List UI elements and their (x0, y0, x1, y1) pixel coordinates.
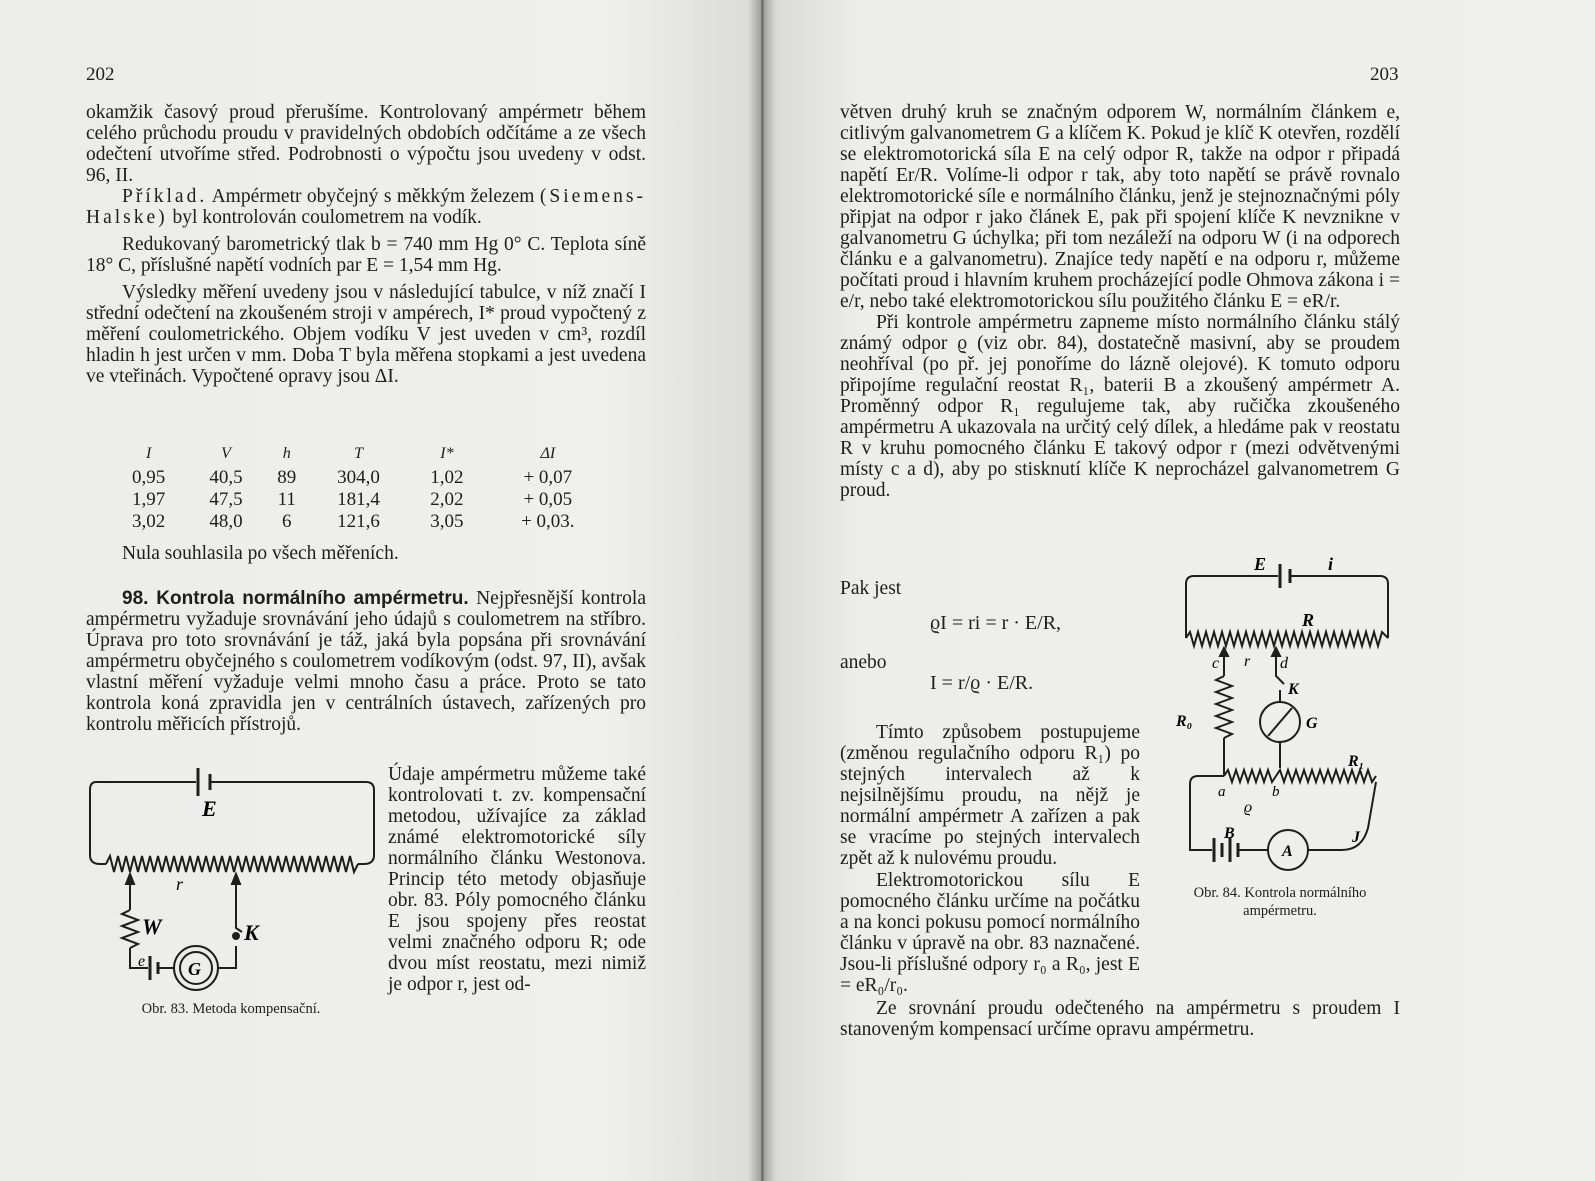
col-header: I (146, 445, 152, 462)
fig84-label-B: B (1224, 825, 1235, 842)
fig83-label-r: r (176, 874, 184, 894)
resistor-rho (1224, 770, 1276, 782)
circuit-wire (210, 782, 374, 864)
table-cell: 0,95 (132, 467, 166, 488)
table-row (110, 489, 610, 511)
results-table (110, 445, 610, 533)
text-paragraph: Při kontrole ampérmetru zapneme místo normálního článku stálý známý odpor ϱ (viz obr. 84), dostatečně masivní, aby se proudem neohříval (po př. jej ponoříme do lázně olejové). K tomuto odporu připojíme regulační reostat R₁, baterii B a zkoušený ampérmetr A. Proměnný odpor R₁ regulujeme tak, aby ručička zkoušeného ampérmetru A ukazovala na určitý celý dílek, a hledáme pak v reostatu R v kruhu pomocného článku E takový odpor r (mezi odvětvenými místy c a d), aby po stisknutí klíče K neprocházel galvanometrem G proud. (840, 312, 1400, 501)
fig84-label-A: A (1282, 843, 1293, 860)
figure-83-diagram (86, 760, 386, 1000)
table-cell: 3,05 (430, 511, 464, 532)
fig84-label-K: K (1288, 681, 1299, 698)
pak-jest: Pak jest (840, 578, 902, 599)
fig84-label-R: R (1302, 610, 1315, 630)
col-header: T (354, 445, 363, 462)
table-cell: + 0,03. (521, 511, 575, 532)
example-paragraph (86, 186, 646, 228)
fig84-label-b: b (1272, 784, 1280, 800)
right-main-text (840, 102, 1400, 501)
section-heading: 98. Kontrola normálního ampérmetru. (122, 588, 469, 609)
text-paragraph: Výsledky měření uvedeny jsou v následující tabulce, v níž značí I střední odečtení na zkoušeném stroji v ampérech, I* proud vypočtený z měření coulometrického. Objem vodíku V jest uveden v cm³, rozdíl hladin h jest určen v mm. Doba T byla měřena stopkami a jest uvedena ve vteřinách. Vypočtené opravy jsou ΔI. (86, 282, 646, 387)
text-paragraph: okamžik časový proud přerušíme. Kontrolovaný ampérmetr během celého průchodu proudu v pravidelných obdobích odčítáme a ze všech odečtení utvoříme střed. Podrobnosti o výpočtu jsou uvedeny v odst. 96, II. (86, 102, 646, 186)
table-cell: + 0,05 (523, 489, 573, 510)
text-paragraph: Redukovaný barometrický tlak b = 740 mm Hg 0° C. Teplota síně 18° C, příslušné napětí vodních par E = 1,54 mm Hg. (86, 234, 646, 276)
table-cell: 48,0 (209, 511, 243, 532)
table-cell: 1,02 (430, 467, 464, 488)
tap-arrow (126, 874, 134, 884)
key-K (236, 910, 242, 932)
anebo: anebo (840, 652, 887, 673)
tap-arrow (1220, 648, 1228, 656)
table-row (110, 467, 610, 489)
fig83-label-K: K (244, 920, 259, 945)
after-table-note: Nula souhlasila po všech měřeních. (122, 543, 399, 564)
fig84-label-d: d (1280, 655, 1288, 672)
table-cell: 3,02 (132, 511, 166, 532)
col-header: h (282, 445, 291, 462)
fig84-label-a: a (1218, 784, 1226, 800)
table-cell: + 0,07 (523, 467, 573, 488)
fig83-label-G: G (188, 959, 201, 979)
example-maker: (Siemens-Halske) (86, 186, 646, 228)
fig83-label-e: e (138, 953, 146, 970)
table-cell: 304,0 (337, 467, 380, 488)
galvanometer-needle (1268, 708, 1292, 736)
table-cell: 11 (277, 489, 296, 510)
tap-arrow (1272, 648, 1280, 656)
col-header: ΔI (540, 445, 556, 462)
example-text: Ampérmetr obyčejný s měkkým železem (211, 186, 535, 207)
text-paragraph: Tímto způsobem postupujeme (změnou regulačního odporu R₁) po stejných intervalech až k nejsilnějšímu proudu, na nějž je normální ampérmetr A zařízen a pak se vracíme po stejných intervalech zpět až k nulovému proudu. (840, 722, 1140, 869)
rheostat-R1 (1276, 770, 1376, 782)
right-side-text (840, 722, 1140, 869)
text-paragraph: Elektromotorickou sílu E pomocného článku určíme na počátku a na konci pokusu pomocí normálního článku v úpravě na obr. 83 naznačené. Jsou-li příslušné odpory r₀ a R₀, jest E = eR₀/r₀. (840, 870, 1140, 996)
fig83-label-W: W (142, 914, 162, 939)
key-contact (233, 933, 239, 939)
page-number-left: 202 (86, 64, 115, 85)
formula-1: ϱI = ri = r · E/R, (930, 612, 1062, 634)
left-page (0, 0, 762, 1181)
fig84-label-E: E (1254, 556, 1267, 574)
table-cell: 40,5 (209, 467, 243, 488)
fig84-label-J: J (1352, 829, 1360, 846)
right-page (762, 0, 1595, 1181)
fig84-label-R1: R₁ (1348, 753, 1365, 770)
tap-arrow (232, 874, 240, 884)
fig84-label-i: i (1328, 556, 1334, 574)
figure-84-caption: Obr. 84. Kontrola normálního ampérmetru. (1193, 885, 1367, 919)
rheostat-R (106, 856, 358, 872)
example-text-end: byl kontrolován coulometrem na vodík. (172, 207, 482, 228)
table-cell: 181,4 (337, 489, 380, 510)
page-number-right: 203 (1370, 64, 1399, 85)
fig84-label-R0: R₀ (1176, 713, 1193, 730)
table-cell: 47,5 (209, 489, 243, 510)
text-paragraph: větven druhý kruh se značným odporem W, normálním článkem e, citlivým galvanometrem G a klíčem K. Pokud je klíč K otevřen, rozdělí se elektromotorická síla E na celý odpor R, takže na odpor r připadá napětí Er/R. Volíme-li odpor r tak, aby toto napětí se právě rovnalo elektromotorické síle e normálního článku, jenž je stejnoznačnými póly připjat na odpor r jako článek E, pak při spojení klíče K nevznikne v galvanometru G úchylka; při tom nezáleží na odporu W (i na odporech článku e a galvanometru). Znajíce tedy napětí e na odporu r, můžeme počítati proud i hlavním kruhem procházející podle Ohmova zákona i = e/r, nebo také elektromotorickou sílu použitého článku E = eR/r. (840, 102, 1400, 312)
text-paragraph: Ze srovnání proudu odečteného na ampérmetru s proudem I stanoveným kompensací určíme opravu ampérmetru. (840, 998, 1400, 1040)
left-para-1 (86, 102, 646, 387)
fig84-label-G: G (1306, 715, 1318, 732)
circuit-wire (90, 782, 196, 864)
table-cell: 2,02 (430, 489, 464, 510)
table-cell: 89 (277, 467, 297, 488)
circuit-wire (1186, 576, 1278, 638)
table-cell: 1,97 (132, 489, 166, 510)
table-row (110, 511, 610, 533)
col-header: I* (440, 445, 454, 462)
fig84-label-r: r (1244, 653, 1251, 670)
fig83-label-E: E (202, 796, 217, 821)
table-header-row (110, 445, 610, 467)
rheostat-R (1186, 632, 1388, 646)
fig84-label-c: c (1212, 655, 1220, 672)
table-cell: 121,6 (337, 511, 380, 532)
table-cell: 6 (282, 511, 292, 532)
figure-83-caption: Obr. 83. Metoda kompensační. (141, 1001, 321, 1017)
col-header: V (221, 445, 231, 462)
example-label: Příklad. (122, 186, 208, 207)
resistor-W (122, 910, 138, 948)
circuit-wire (1308, 782, 1376, 850)
book-gutter (748, 0, 776, 1181)
section-text: Nejpřesnější kontrola ampérmetru vyžaduje srovnávání jeho údajů s coulometrem na stříbro. Úprava pro toto srovnávání je táž, jaká byla popsána při srovnávání ampérmetru obyčejného s coulometrem vodíkovým (odst. 97, II), avšak vlastní měření vyžaduje velmi mnoho času a práce. Proto se tato kontrola koná zpravidla jen v centrálních ústavech, zařízených pro kontrolu měřicích přístrojů. (86, 588, 646, 735)
formula-2: I = r/ϱ · E/R. (930, 672, 1034, 694)
section-98 (86, 588, 646, 735)
circuit-wire (218, 946, 236, 968)
side-paragraph: Údaje ampérmetru můžeme také kontrolovati t. zv. kompensační metodou, užívajíce za základ známé elektromotorické síly normálního článku Westonova. Princip této metody objasňuje obr. 83. Póly pomocného článku E jsou spojeny přes reostat velmi značného odporu R; ode dvou míst reostatu, mezi nimiž je odpor r, jest od- (388, 764, 646, 995)
figure-84-diagram (1172, 556, 1412, 876)
resistor-R0 (1216, 676, 1232, 738)
fig84-label-rho: ϱ (1244, 799, 1253, 816)
